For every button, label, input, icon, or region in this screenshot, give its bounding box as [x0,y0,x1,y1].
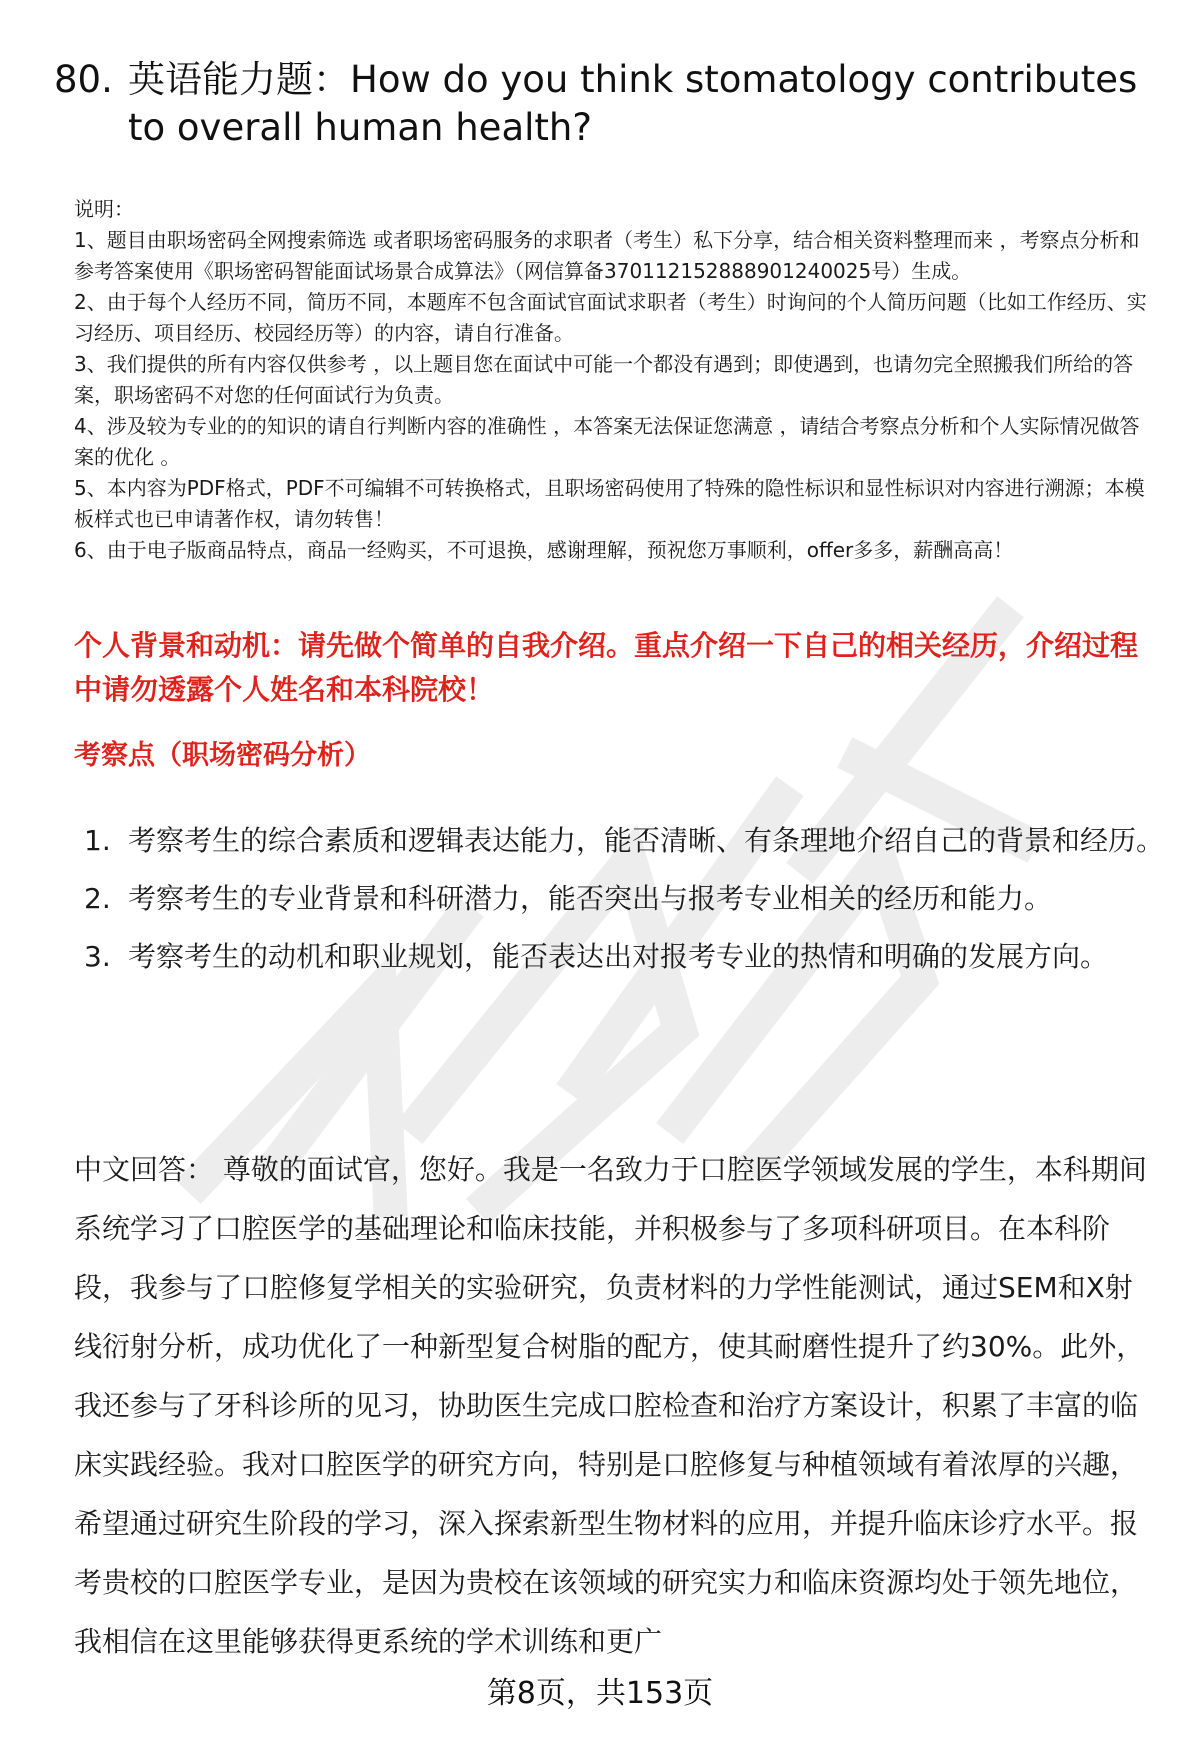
note-item: 2、由于每个人经历不同，简历不同，本题库不包含面试官面试求职者（考生）时询问的个人简历问题（比如工作经历、实习经历、项目经历、校园经历等）的内容，请自行准备。 [74,290,1147,345]
answer-text: 中文回答： 尊敬的面试官，您好。我是一名致力于口腔医学领域发展的学生，本科期间系统学习了口腔医学的基础理论和临床技能，并积极参与了多项科研项目。在本科阶段，我参与了口腔修复学相关的实验研究，负责材料的力学性能测试，通过SEM和X射线衍射分析，成功优化了一种新型复合树脂的配方，使其耐磨性提升了约30%。此外，我还参与了牙科诊所的见习，协助医生完成口腔检查和治疗方案设计，积累了丰富的临床实践经验。我对口腔医学的研究方向，特别是口腔修复与种植领域有着浓厚的兴趣，希望通过研究生阶段的学习，深入探索新型生物材料的应用，并提升临床诊疗水平。报考贵校的口腔医学专业，是因为贵校在该领域的研究实力和临床资源均处于领先地位，我相信在这里能够获得更系统的学术训练和更广 [74,1153,1147,1658]
analysis-points [84,812,1164,986]
note-item: 1、题目由职场密码全网搜索筛选 或者职场密码服务的求职者（考生）私下分享，结合相关资料整理而来 ，考察点分析和参考答案使用《职场密码智能面试场景合成算法》（网信算备370112152888901240025号）生成。 [74,228,1140,283]
list-item [84,812,1164,870]
point-text: 考察考生的综合素质和逻辑表达能力，能否清晰、有条理地介绍自己的背景和经历。 [128,824,1165,857]
note-item: 5、本内容为PDF格式，PDF不可编辑不可转换格式，且职场密码使用了特殊的隐性标识和显性标识对内容进行溯源；本模板样式也已申请著作权，请勿转售！ [74,476,1145,531]
point-number: 1. [84,824,111,857]
notes-heading: 说明： [74,197,134,221]
question-number: 80. [54,58,113,101]
question-text: 英语能力题：How do you think stomatology contributes to overall human health? [128,58,1138,149]
point-text: 考察考生的动机和职业规划，能否表达出对报考专业的热情和明确的发展方向。 [128,940,1109,973]
point-number: 3. [84,940,111,973]
question-title [54,56,1154,152]
note-item: 4、涉及较为专业的的知识的请自行判断内容的准确性 ，本答案无法保证您满意 ，请结合考察点分析和个人实际情况做答案的优化 。 [74,414,1140,469]
point-number: 2. [84,882,111,915]
note-item: 3、我们提供的所有内容仅供参考 ，以上题目您在面试中可能一个都没有遇到；即使遇到，也请勿完全照搬我们所给的答案，职场密码不对您的任何面试行为负责。 [74,352,1134,407]
list-item [84,870,1164,928]
list-item [84,928,1164,986]
note-item: 6、由于电子版商品特点，商品一经购买，不可退换，感谢理解，预祝您万事顺利，offer多多，薪酬高高！ [74,538,1014,562]
background-heading: 个人背景和动机：请先做个简单的自我介绍。重点介绍一下自己的相关经历，介绍过程中请勿透露个人姓名和本科院校！ [74,629,1139,706]
point-text: 考察考生的专业背景和科研潜力，能否突出与报考专业相关的经历和能力。 [128,882,1053,915]
analysis-heading: 考察点（职场密码分析） [74,740,371,771]
page-footer: 第8页，共153页 [486,1676,714,1711]
notes-section [74,194,1154,566]
